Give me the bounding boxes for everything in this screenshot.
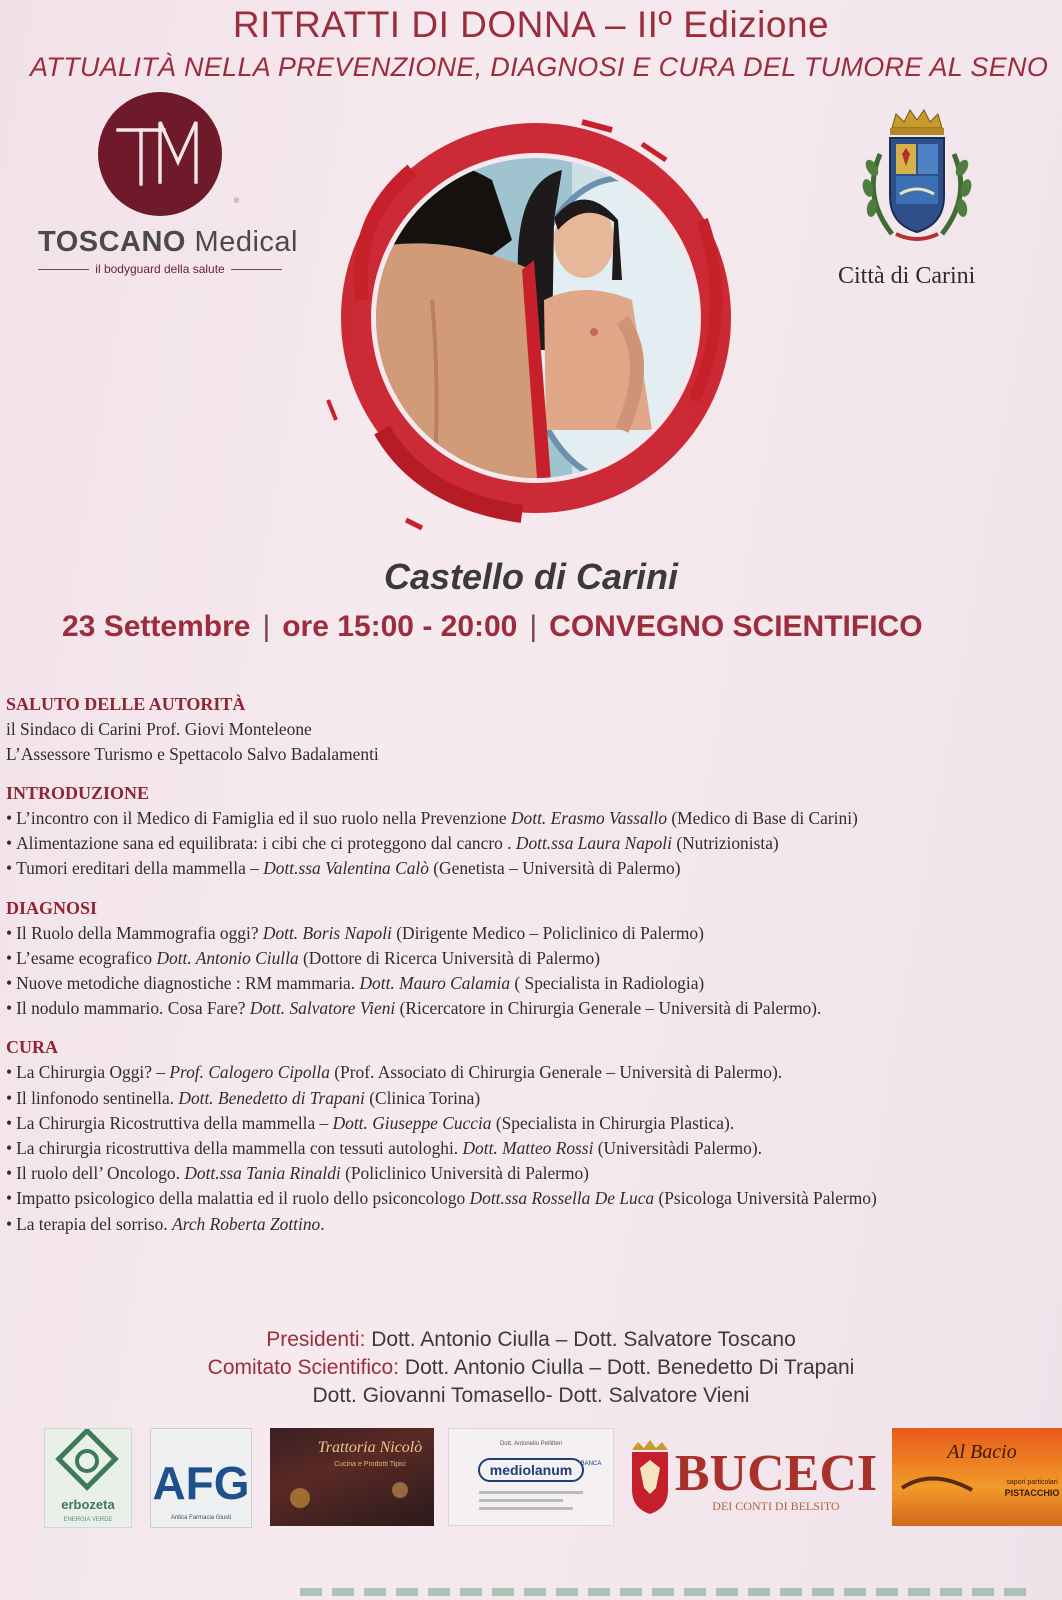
item-topic: La Chirurgia Oggi? – (16, 1062, 170, 1083)
program-item: • Il Ruolo della Mammografia oggi? Dott. Boris Napoli (Dirigente Medico – Policlinico di Palermo) (6, 922, 704, 943)
item-speaker: Dott. Antonio Ciulla (156, 947, 299, 968)
program-line: L’Assessore Turismo e Spettacolo Salvo Badalamenti (6, 744, 379, 764)
toscano-name-rest: Medical (185, 226, 298, 258)
buceci-logo-icon (628, 1428, 878, 1528)
item-topic: Il linfonodo sentinella. (16, 1087, 179, 1108)
buceci-tag: DEI CONTI DI BELSITO (712, 1499, 840, 1513)
program-item: • Tumori ereditari della mammella – Dott.ssa Valentina Calò (Genetista – Università di Palermo) (6, 858, 681, 879)
section-heading: DIAGNOSI (6, 897, 98, 918)
registered-mark: ® (234, 198, 240, 205)
separator: | (529, 610, 538, 643)
event-type: CONVEGNO SCIENTIFICO (549, 610, 923, 643)
event-date: 23 Settembre (62, 610, 251, 643)
program-item: • Alimentazione sana ed equilibrata: i cibi che ci proteggono dal cancro . Dott.ssa Laura Napoli (Nutrizionista) (6, 833, 779, 854)
credits (0, 1326, 1062, 1410)
item-topic: La Chirurgia Ricostruttiva della mammella – (16, 1112, 333, 1133)
trattoria-logo-icon (270, 1428, 434, 1526)
section-diagnosi (6, 896, 1056, 1022)
erbozeta-name: erbozeta (61, 1497, 115, 1512)
mediolanum-name: mediolanum (489, 1462, 573, 1478)
tm-logo (98, 92, 222, 216)
section-heading: CURA (6, 1037, 58, 1058)
item-note: (Medico di Base di Carini) (667, 808, 858, 828)
item-topic: Tumori ereditari della mammella – (16, 858, 264, 879)
item-topic: Alimentazione sana ed equilibrata: i cibi che ci proteggono dal cancro . (16, 833, 516, 854)
bacio-name: Al Bacio (947, 1441, 1017, 1463)
buceci-name: BUCECI (674, 1445, 878, 1502)
bacio-line1: sapori particolari (1006, 1479, 1058, 1486)
event-dateline (62, 610, 1006, 644)
al-bacio-logo-icon (892, 1428, 1062, 1526)
sponsor-trattoria (270, 1428, 434, 1526)
bacio-line2: PISTACCHIO (1004, 1488, 1060, 1498)
item-speaker: Arch Roberta Zottino (172, 1213, 321, 1234)
item-speaker: Dott. Salvatore Vieni (249, 998, 396, 1019)
afg-mark: AFG (152, 1457, 250, 1509)
item-topic: Il Ruolo della Mammografia oggi? (16, 922, 263, 943)
section-cura (6, 1035, 1056, 1236)
program-item: • Il nodulo mammario. Cosa Fare? Dott. Salvatore Vieni (Ricercatore in Chirurgia Generale – Università di Palermo). (6, 998, 822, 1019)
section-heading: SALUTO DELLE AUTORITÀ (6, 694, 246, 714)
separator: | (262, 610, 271, 643)
item-note: (Ricercatore in Chirurgia Generale – Università di Palermo). (395, 998, 822, 1019)
afg-logo-icon (151, 1429, 251, 1527)
item-speaker: Dott. Benedetto di Trapani (178, 1087, 365, 1108)
item-note: (Policlinico Università di Palermo) (340, 1163, 589, 1184)
comitato-line (0, 1354, 1062, 1382)
item-note: (Genetista – Università di Palermo) (428, 858, 681, 879)
item-topic: Impatto psicologico della malattia ed il ruolo dello psiconcologo (16, 1188, 470, 1209)
item-speaker: Dott. Boris Napoli (262, 922, 392, 943)
item-note: (Clinica Torina) (364, 1087, 481, 1108)
item-speaker: Dott.ssa Rossella De Luca (469, 1188, 655, 1209)
item-speaker: Dott.ssa Tania Rinaldi (184, 1163, 341, 1184)
event-time: ore 15:00 - 20:00 (282, 610, 518, 643)
item-speaker: Dott. Matteo Rossi (462, 1138, 594, 1159)
section-saluto (6, 692, 1056, 767)
item-note: . (320, 1213, 325, 1234)
item-note: (Prof. Associato di Chirurgia Generale – Università di Palermo). (329, 1062, 783, 1083)
program-item: • Nuove metodiche diagnostiche : RM mammaria. Dott. Mauro Calamia ( Specialista in Radiologia) (6, 973, 705, 994)
toscano-medical-name (38, 226, 298, 259)
program-item: • Il linfonodo sentinella. Dott. Benedetto di Trapani (Clinica Torina) (6, 1087, 481, 1108)
erbozeta-logo-icon (45, 1429, 131, 1527)
mediolanum-tag: BANCA (580, 1461, 602, 1467)
item-speaker: Dott. Erasmo Vassallo (510, 808, 668, 828)
item-topic: Il ruolo dell’ Oncologo. (16, 1163, 185, 1184)
comitato-names: Dott. Antonio Ciulla – Dott. Benedetto Di Trapani (399, 1356, 855, 1379)
mediolanum-header: Dott. Antonello Pellitteri (499, 1441, 563, 1447)
trattoria-tag: Cucina e Prodotti Tipici (334, 1461, 406, 1468)
item-note: (Dottore di Ricerca Università di Palermo) (298, 947, 600, 968)
item-topic: L’esame ecografico (16, 947, 157, 968)
item-topic: La chirurgia ricostruttiva della mammella con tessuti autologhi. (16, 1138, 463, 1159)
program-item: • Impatto psicologico della malattia ed il ruolo dello psiconcologo Dott.ssa Rossella De Luca (Psicologa Università Palermo) (6, 1188, 877, 1209)
item-note: (Universitàdi Palermo). (593, 1138, 762, 1159)
tagline-rule-left (38, 269, 89, 270)
event-subtitle: ATTUALITÀ NELLA PREVENZIONE, DIAGNOSI E CURA DEL TUMORE AL SENO (30, 52, 1049, 82)
item-speaker: Dott.ssa Valentina Calò (263, 858, 429, 879)
presidenti-line (0, 1326, 1062, 1354)
item-note: (Specialista in Chirurgia Plastica). (491, 1112, 735, 1133)
item-topic: La terapia del sorriso. (16, 1213, 173, 1234)
section-introduzione (6, 781, 1056, 882)
item-note: ( Specialista in Radiologia) (510, 973, 705, 994)
item-note: (Dirigente Medico – Policlinico di Palermo) (391, 922, 704, 943)
item-note: (Psicologa Università Palermo) (654, 1188, 877, 1209)
program-item: • La Chirurgia Oggi? – Prof. Calogero Cipolla (Prof. Associato di Chirurgia Generale – Università di Palermo). (6, 1062, 783, 1083)
program-item: • L’esame ecografico Dott. Antonio Ciulla (Dottore di Ricerca Università di Palermo) (6, 947, 600, 968)
comitato-line-2: Dott. Giovanni Tomasello- Dott. Salvatore Vieni (312, 1384, 750, 1407)
toscano-name-bold: TOSCANO (38, 226, 186, 258)
tagline-text: il bodyguard della salute (95, 262, 225, 276)
mediolanum-logo-icon (449, 1429, 613, 1525)
sponsor-erbozeta (44, 1428, 132, 1528)
city-name: Città di Carini (838, 263, 976, 289)
item-speaker: Dott. Mauro Calamia (359, 973, 511, 994)
program (6, 692, 1056, 1251)
city-crest-icon (852, 106, 982, 256)
erbozeta-tag: ENERGIA VERDE (63, 1517, 113, 1523)
section-heading: INTRODUZIONE (6, 783, 150, 803)
item-speaker: Prof. Calogero Cipolla (169, 1062, 330, 1083)
tm-monogram-icon (98, 92, 222, 216)
program-line: il Sindaco di Carini Prof. Giovi Monteleone (6, 719, 312, 739)
presidenti-label: Presidenti: (266, 1328, 366, 1351)
sponsor-buceci (628, 1428, 878, 1528)
item-speaker: Dott.ssa Laura Napoli (515, 833, 672, 854)
presidenti-names: Dott. Antonio Ciulla – Dott. Salvatore Toscano (365, 1328, 796, 1351)
program-item: • L’incontro con il Medico di Famiglia ed il suo ruolo nella Prevenzione Dott. Erasmo Vassallo (Medico di Base di Carini) (6, 808, 858, 828)
program-item: • La chirurgia ricostruttiva della mammella con tessuti autologhi. Dott. Matteo Rossi (Universitàdi Palermo). (6, 1138, 762, 1159)
sponsor-afg (150, 1428, 252, 1528)
sponsor-strip (44, 1428, 1062, 1532)
item-note: (Nutrizionista) (671, 833, 779, 854)
item-topic: Nuove metodiche diagnostiche : RM mammaria. (16, 973, 360, 994)
toscano-tagline (38, 262, 282, 276)
program-item: • Il ruolo dell’ Oncologo. Dott.ssa Tania Rinaldi (Policlinico Università di Palermo) (6, 1163, 589, 1184)
program-item: • La terapia del sorriso. Arch Roberta Zottino. (6, 1213, 325, 1234)
comitato-label: Comitato Scientifico: (207, 1356, 400, 1379)
item-topic: Il nodulo mammario. Cosa Fare? (16, 998, 250, 1019)
sponsor-mediolanum (448, 1428, 614, 1526)
program-item: • La Chirurgia Ricostruttiva della mammella – Dott. Giuseppe Cuccia (Specialista in Chirurgia Plastica). (6, 1112, 735, 1133)
decorative-strip (300, 1588, 1030, 1596)
sponsor-al-bacio (892, 1428, 1062, 1526)
tagline-rule-right (231, 269, 282, 270)
venue-title: Castello di Carini (383, 556, 679, 597)
event-title: RITRATTI DI DONNA – IIº Edizione (232, 4, 830, 45)
painting-mirror-women (322, 100, 750, 536)
item-topic: L’incontro con il Medico di Famiglia ed il suo ruolo nella Prevenzione (16, 808, 511, 828)
afg-tag: Antica Farmacia Giusti (170, 1515, 232, 1521)
item-speaker: Dott. Giuseppe Cuccia (332, 1112, 492, 1133)
trattoria-name: Trattoria Nicolò (317, 1439, 423, 1456)
